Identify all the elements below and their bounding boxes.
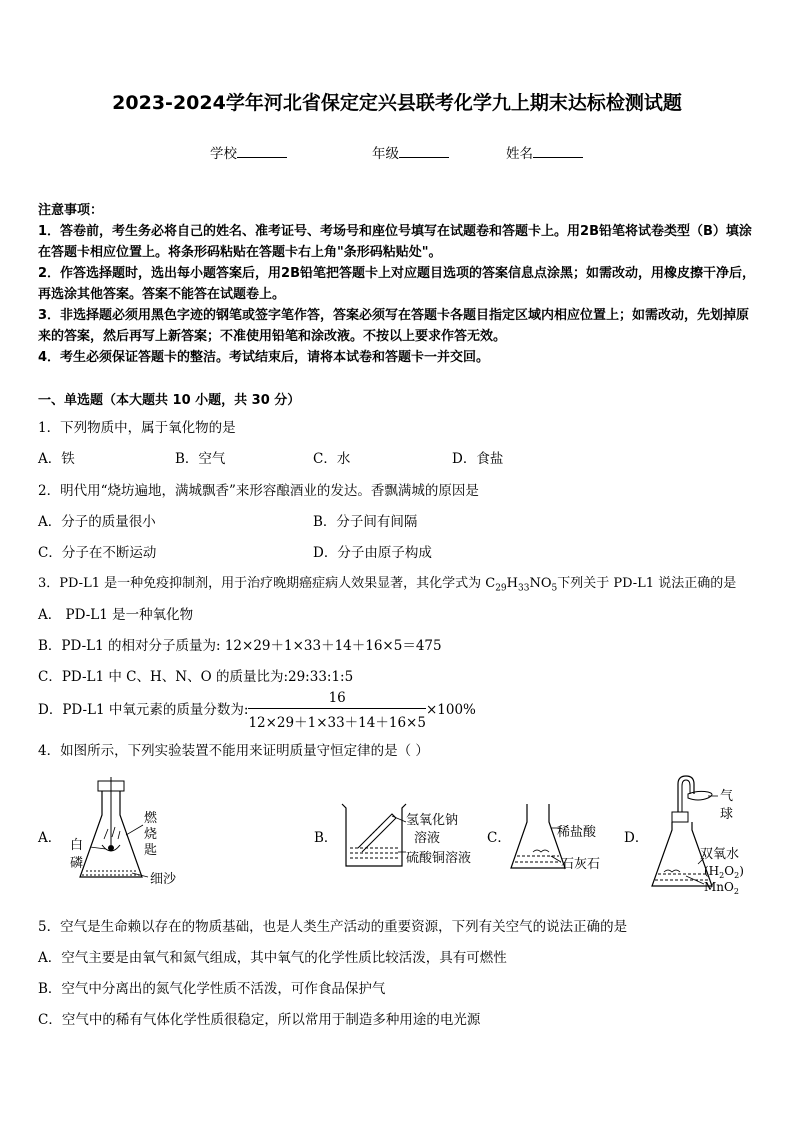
fig-a-label-5: 磷 [70,856,84,871]
figure-c-flask [505,800,615,878]
q3-stem [38,572,736,594]
q5-option-c: C．空气中的稀有气体化学性质很稳定，所以常用于制造多种用途的电光源 [38,1012,481,1028]
q3-stem-post: 下列关于 PD-L1 说法正确的是 [557,576,737,591]
q2-stem: 2．明代用“烧坊遍地，满城飘香”来形容酿酒业的发达。香飘满城的原因是 [38,483,479,499]
fig-d-h-paren: (H [704,864,720,878]
q3-fraction-denominator: 12×29＋1×33＋14＋16×5 [248,715,426,731]
q5-stem: 5．空气是生命赖以存在的物质基础，也是人类生产活动的重要资源，下列有关空气的说法正确的是 [38,919,628,935]
fig-d-mno-sub: 2 [733,887,739,894]
q5-option-b: B．空气中分离出的氮气化学性质不活泼，可作食品保护气 [38,981,386,997]
q1-option-c: C．水 [313,451,351,467]
figure-d-flask-balloon [642,772,782,894]
fig-b-label-1: 氢氧化钠 [406,813,459,828]
notice-item-2: 2．作答选择题时，选出每小题答案后，用2B铅笔把答题卡上对应题目选项的答案信息点涂黑；如需改动，用橡皮擦干净后，再选涂其他答案。答案不能答在试题卷上。 [38,266,756,302]
q3-option-d [38,690,476,731]
notice-heading: 注意事项： [38,203,104,218]
q3-h-sub: 33 [518,583,530,594]
notice-item-3: 3．非选择题必须用黑色字迹的钢笔或签字笔作答，答案必须写在答题卡各题目指定区域内相应位置上；如需改动，先划掉原来的答案，然后再写上新答案；不准使用铅笔和涂改液。不按以上要求作答无效。 [38,308,750,344]
q3-fraction [248,690,426,731]
fig-c-label-1: 稀盐酸 [557,825,597,840]
q2-option-d: D．分子由原子构成 [313,545,432,561]
q2-option-b: B．分子间有间隔 [313,514,418,530]
q2-option-a: A．分子的质量很小 [38,514,156,530]
q3-option-b: B．PD-L1 的相对分子质量为: 12×29＋1×33＋14＋16×5＝475 [38,638,442,654]
q3-d-pre: D．PD-L1 中氧元素的质量分数为: [38,702,249,718]
section-heading: 一、单选题（本大题共 10 小题，共 30 分） [38,393,301,408]
q4-option-a: A． [38,830,62,846]
grade-field[interactable] [372,142,449,162]
figure-b-beaker [336,800,486,872]
fig-d-o-sub: 2 [734,871,740,880]
q4-option-b: B． [314,830,338,846]
fig-a-label-3: 匙 [144,843,158,858]
q1-option-d: D．食盐 [452,451,504,467]
grade-label: 年级 [372,146,399,162]
q4-option-d: D． [624,830,649,846]
name-label: 姓名 [506,146,533,162]
fig-a-label-4: 白 [70,838,84,853]
fig-d-close-paren: ) [739,864,744,878]
school-label: 学校 [210,146,237,162]
q3-no: NO [529,576,552,591]
q3-option-c: C．PD-L1 中 C、H、N、O 的质量比为:29:33:1:5 [38,669,354,685]
q3-option-a: A． PD-L1 是一种氧化物 [38,607,194,623]
q4-option-c: C． [487,830,511,846]
q1-option-b: B．空气 [175,451,226,467]
figure-a-flask [60,775,190,890]
fig-b-label-3: 硫酸铜溶液 [406,851,472,866]
grade-blank[interactable] [399,145,449,158]
fig-d-label-3: 双氧水 [700,847,740,862]
fig-b-label-2: 溶液 [414,831,441,846]
q3-no-sub: 5 [551,583,558,594]
school-blank[interactable] [237,145,287,158]
fig-d-label-5 [704,880,739,894]
page-title: 2023-2024学年河北省保定定兴县联考化学九上期末达标检测试题 [112,92,682,114]
q3-h: H [506,576,518,591]
fig-d-h-sub: 2 [719,871,725,880]
fig-a-label-2: 烧 [144,827,158,842]
fig-d-label-4 [704,864,744,880]
fig-c-label-2: 石灰石 [561,857,601,872]
q2-option-c: C．分子在不断运动 [38,545,157,561]
notice-item-1: 1．答卷前，考生务必将自己的姓名、准考证号、考场号和座位号填写在试题卷和答题卡上。用2B铅笔将试卷类型（B）填涂在答题卡相应位置上。将条形码粘贴在答题卡右上角"条形码粘贴处"。 [38,224,752,260]
q3-d-post: ×100% [425,702,476,718]
q4-stem: 4．如图所示，下列实验装置不能用来证明质量守恒定律的是（ ） [38,743,429,759]
fig-d-o: O [724,864,735,878]
q1-option-a: A．铁 [38,451,75,467]
q3-fraction-numerator: 16 [248,690,426,709]
fig-a-label-1: 燃 [144,811,158,826]
q3-c-sub: 29 [495,583,507,594]
fig-d-label-1: 气 [720,789,734,804]
fig-d-label-2: 球 [720,807,734,822]
q3-stem-pre: 3．PD-L1 是一种免疫抑制剂，用于治疗晚期癌症病人效果显著，其化学式为 C [38,576,496,591]
fig-d-mno: MnO [704,880,734,894]
q5-option-a: A．空气主要是由氧气和氮气组成，其中氧气的化学性质比较活泼，具有可燃性 [38,950,507,966]
notice-item-4: 4．考生必须保证答题卡的整洁。考试结束后，请将本试卷和答题卡一并交回。 [38,350,490,365]
name-field[interactable] [506,142,583,162]
name-blank[interactable] [533,145,583,158]
school-field[interactable] [210,142,287,162]
fig-a-label-6: 细沙 [150,872,177,887]
q1-stem: 1．下列物质中，属于氧化物的是 [38,420,236,436]
